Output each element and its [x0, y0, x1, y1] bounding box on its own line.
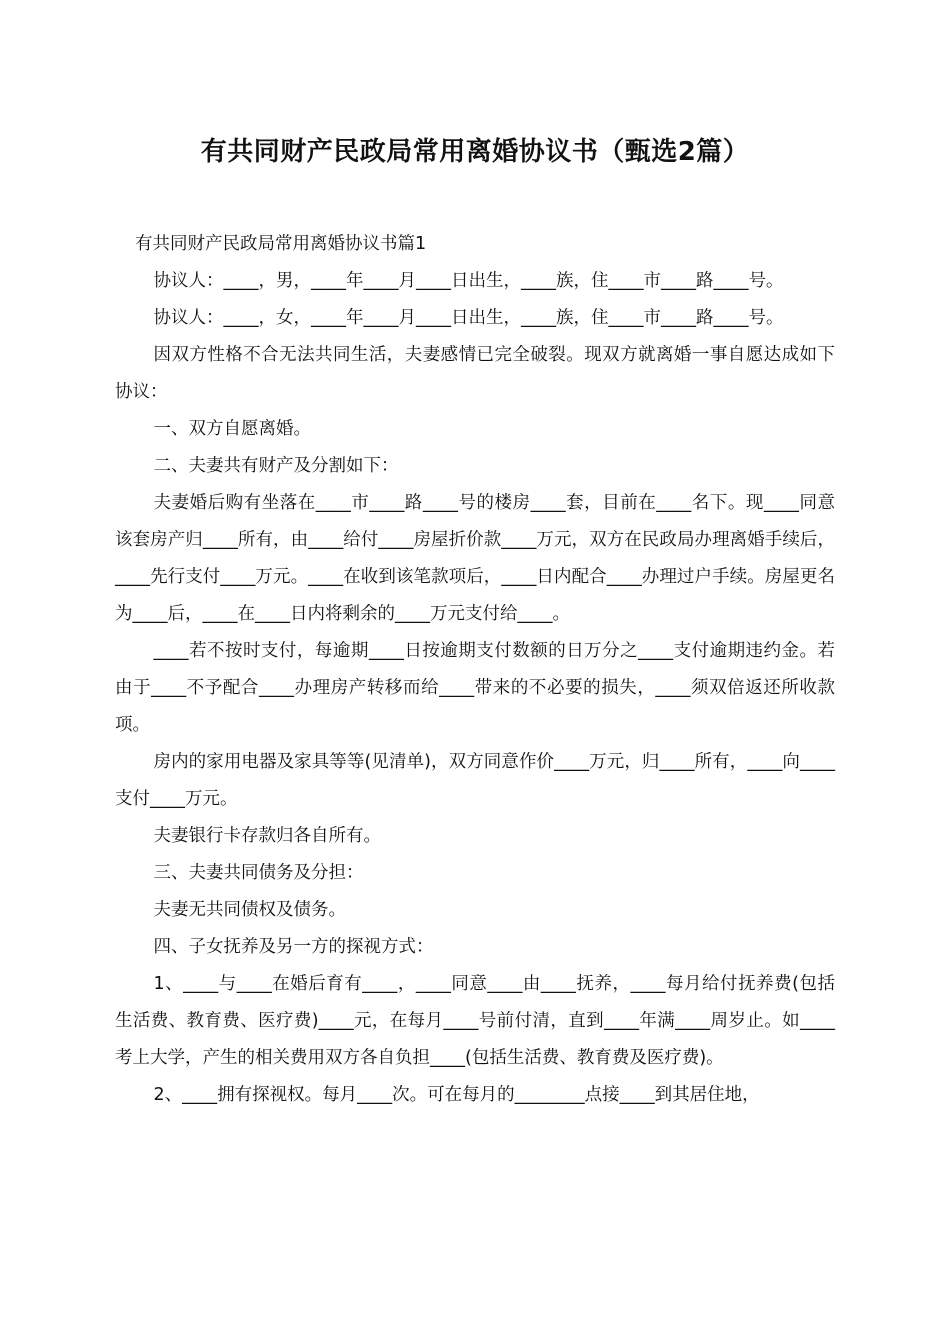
document-title: 有共同财产民政局常用离婚协议书（甄选2篇） — [200, 137, 750, 167]
paragraph-bank: 夫妻银行卡存款归各自所有。 — [153, 826, 381, 846]
clause-heading-2: 二、夫妻共有财产及分割如下： — [153, 456, 399, 476]
document-body — [115, 226, 835, 1114]
section-subtitle: 有共同财产民政局常用离婚协议书篇1 — [135, 234, 427, 254]
clause-heading-3: 三、夫妻共同债务及分担： — [153, 863, 364, 883]
paragraph-penalty: ____若不按时支付，每逾期____日按逾期支付数额的日万分之____支付逾期违约金。若由于____不予配合____办理房产转移而给____带来的不必要的损失，____须双倍返还所收款项。 — [115, 641, 835, 735]
paragraph-party-female: 协议人：____，女，____年____月____日出生，____族，住____市____路____号。 — [153, 308, 784, 328]
paragraph-debts: 夫妻无共同债权及债务。 — [153, 900, 346, 920]
paragraph-custody: 1、____与____在婚后育有____，____同意____由____抚养，____每月给付抚养费(包括生活费、教育费、医疗费)____元，在每月____号前付清，直到____年满____周岁止。如____考上大学，产生的相关费用双方各自负担____(包括生活费、教育费及医疗费)。 — [115, 974, 835, 1068]
clause-heading-1: 一、双方自愿离婚。 — [153, 419, 311, 439]
paragraph-party-male: 协议人：____，男，____年____月____日出生，____族，住____市____路____号。 — [153, 271, 784, 291]
paragraph-house: 夫妻婚后购有坐落在____市____路____号的楼房____套，目前在____名下。现____同意该套房产归____所有，由____给付____房屋折价款____万元，双方在民政局办理离婚手续后，____先行支付____万元。____在收到该笔款项后，____日内配合____办理过户手续。房屋更名为____后，____在____日内将剩余的____万元支付给____。 — [115, 493, 835, 624]
paragraph-reason: 因双方性格不合无法共同生活，夫妻感情已完全破裂。现双方就离婚一事自愿达成如下协议： — [115, 345, 835, 402]
clause-heading-4: 四、子女抚养及另一方的探视方式： — [153, 937, 434, 957]
paragraph-visitation: 2、____拥有探视权。每月____次。可在每月的________点接____到其居住地， — [153, 1085, 760, 1105]
paragraph-furniture: 房内的家用电器及家具等等(见清单)，双方同意作价____万元，归____所有，____向____支付____万元。 — [115, 752, 835, 809]
